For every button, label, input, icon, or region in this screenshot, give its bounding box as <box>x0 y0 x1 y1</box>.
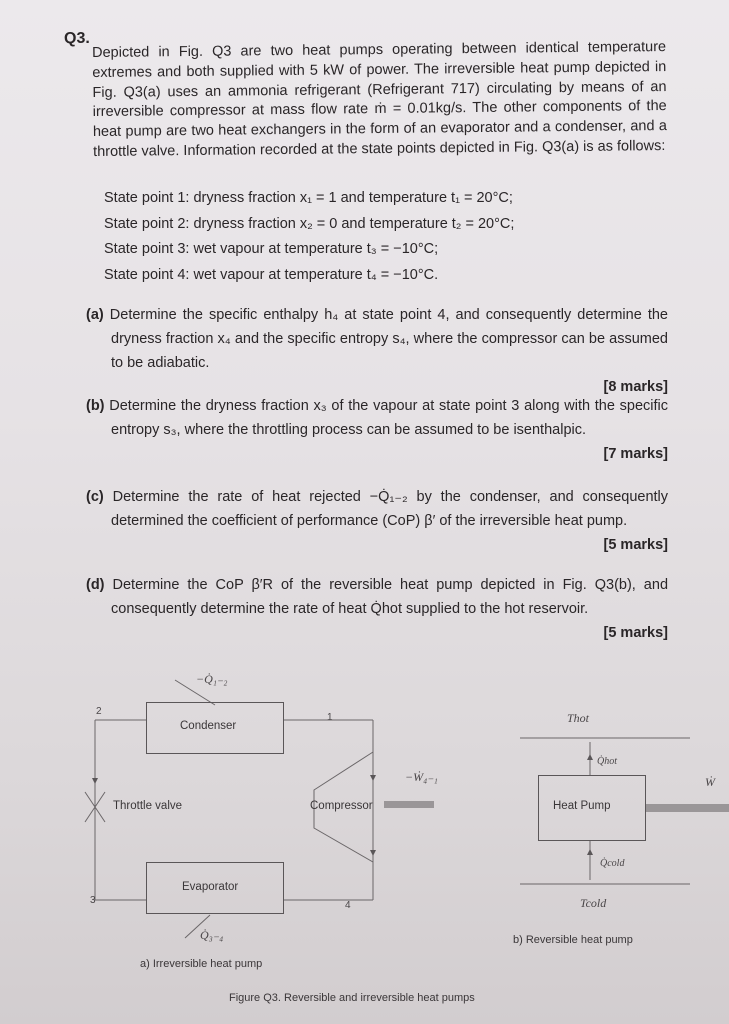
part-b-marks: [7 marks] <box>603 446 668 462</box>
question-intro: Depicted in Fig. Q3 are two heat pumps operating between identical temperature extremes and both supplied with 5 kW of power. The irreversible heat pump depicted in Fig. Q3(a) uses an ammonia refrigerant (Refrigerant 717) circulating by means of an irreversible compressor at mass flow rate ṁ = 0.01kg/s. The other components of the heat pump are two heat exchangers in the form of an evaporator and a condenser, and a throttle valve. Information recorded at the state points depicted in Fig. Q3(a) is as follows: <box>92 38 667 160</box>
part-b-text: Determine the dryness fraction x₃ of the vapour at state point 3 along with the specific entropy s₃, where the throttling process can be assumed to be isenthalpic. <box>109 398 669 438</box>
state-point-2: State point 2: dryness fraction x₂ = 0 and temperature t₂ = 20°C; <box>104 215 515 232</box>
w41-label: −Ẇ₄₋₁ <box>405 770 438 784</box>
part-b-label: (b) <box>86 398 105 414</box>
part-c-marks: [5 marks] <box>603 537 668 553</box>
state-point-1: State point 1: dryness fraction x₁ = 1 and temperature t₁ = 20°C; <box>104 190 513 206</box>
question-number: Q3. <box>64 30 90 47</box>
heat-pump-label: Heat Pump <box>553 800 611 812</box>
state-point-4: State point 4: wet vapour at temperature t₄ = −10°C. <box>104 266 439 283</box>
part-a-text: Determine the specific enthalpy h₄ at state point 4, and consequently determine the dryness fraction x₄ and the specific entropy s₄, where the compressor can be assumed to be adiabatic. <box>109 307 668 371</box>
compressor-label: Compressor <box>310 800 373 812</box>
q34-label: Q̇₃₋₄ <box>200 928 224 942</box>
qhot-label: Q̇hot <box>597 756 617 767</box>
part-d-text: Determine the CoP β′R of the reversible heat pump depicted in Fig. Q3(b), and consequently determine the rate of heat Q̇hot supplied to the hot reservoir. <box>111 577 669 617</box>
figure-caption: Figure Q3. Reversible and irreversible heat pumps <box>229 992 475 1004</box>
qcold-label: Q̇cold <box>600 858 625 869</box>
part-a-label: (a) <box>86 307 104 323</box>
evaporator-label: Evaporator <box>182 881 239 893</box>
state-point-3: State point 3: wet vapour at temperature t₃ = −10°C; <box>104 241 439 257</box>
part-c-text: Determine the rate of heat rejected −Q̇₁₋₂ by the condenser, and consequently determined the coefficient of performance (CoP) β′ of the irreversible heat pump. <box>111 489 669 529</box>
state-label-4: 4 <box>345 900 351 911</box>
state-label-3: 3 <box>90 895 96 906</box>
thot-label: Thot <box>567 711 590 725</box>
state-label-2: 2 <box>96 706 102 717</box>
tcold-label: Tcold <box>580 896 607 910</box>
part-a-marks: [8 marks] <box>603 379 668 395</box>
part-d-label: (d) <box>86 577 105 593</box>
throttle-valve-label: Throttle valve <box>113 800 183 812</box>
state-label-1: 1 <box>327 712 333 723</box>
caption-a: a) Irreversible heat pump <box>140 958 263 970</box>
wdot-label: Ẇ <box>705 775 715 789</box>
q12-label: −Q̇₁₋₂ <box>196 672 228 686</box>
condenser-label: Condenser <box>180 720 237 732</box>
part-d-marks: [5 marks] <box>603 625 668 641</box>
part-c-label: (c) <box>86 489 104 505</box>
caption-b: b) Reversible heat pump <box>513 934 633 946</box>
